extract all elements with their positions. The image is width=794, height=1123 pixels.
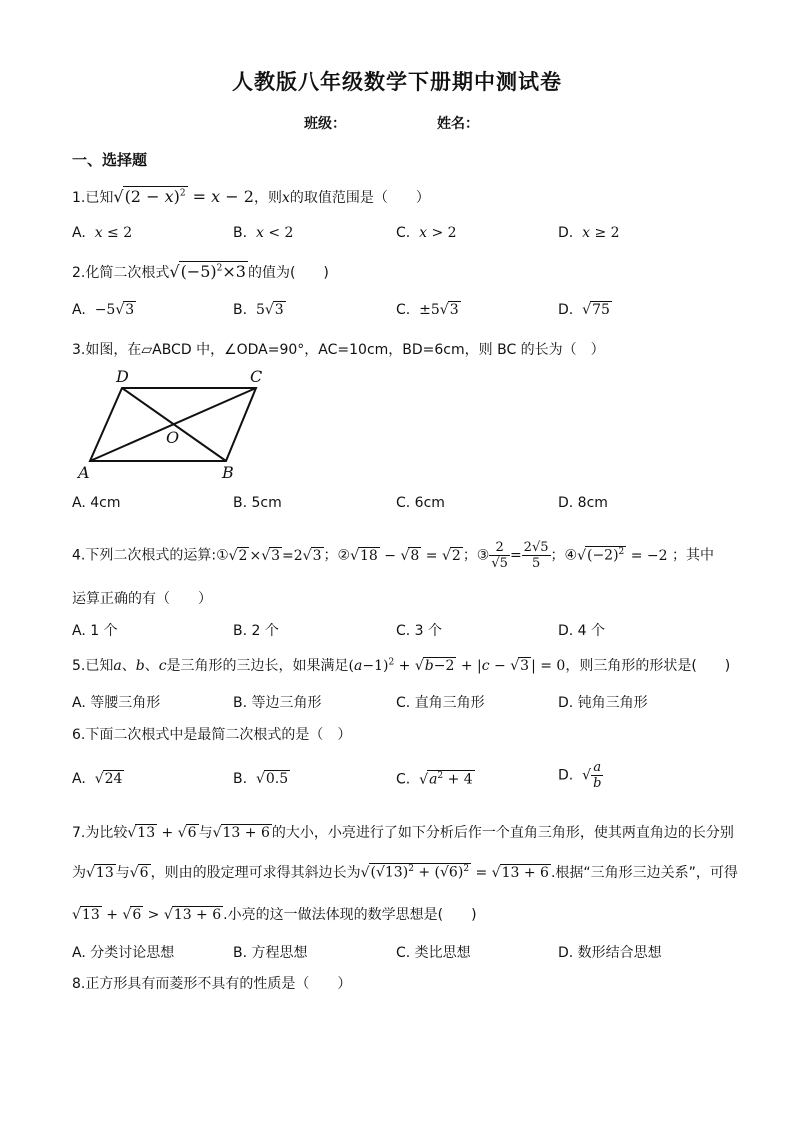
q4-expression-3a: $\frac{2}{√5}$: [491, 540, 508, 571]
q1-option-d[interactable]: D. x ≥ 2: [558, 225, 620, 241]
q5-option-a[interactable]: A. 等腰三角形: [72, 695, 161, 711]
q5-expression: $(a-1)^2 + √b-2 + |c - √3$ | = 0: [348, 657, 566, 674]
question-5: 5.已知a、b、c是三角形的三边长，如果满足$(a-1)^2 + √b-2 + |c - √3$ | = 0，则三角形的形状是( ): [72, 657, 731, 674]
q6-option-a[interactable]: A. √24: [72, 771, 123, 787]
q4-option-b[interactable]: B. 2 个: [233, 623, 279, 639]
q7-option-b[interactable]: B. 方程思想: [233, 945, 308, 961]
question-2: 2.化简二次根式$√(-5)^2\times 3$ 的值为( ): [72, 262, 329, 281]
q4-expression-2: √18 − √8 = √2: [350, 547, 461, 564]
q1-stem-start: 1.已知: [72, 190, 114, 206]
q1-option-c[interactable]: C. x > 2: [396, 225, 457, 241]
question-7-line-3: √13 + √6 > √13 + 6 .小亮的这一做法体现的数学思想是( ): [72, 907, 477, 923]
label-d: D: [116, 367, 129, 386]
q7-option-c[interactable]: C. 类比思想: [396, 945, 471, 961]
q4-option-c[interactable]: C. 3 个: [396, 623, 443, 639]
q6-option-b[interactable]: B. √0.5: [233, 771, 289, 787]
q5-option-b[interactable]: B. 等边三角形: [233, 695, 322, 711]
question-7-line-2: 为√13 与√6 ，则由的股定理可求得其斜边长为$√(√13)^2 + (√6)^2 = √13 + 6$ .根据“三角形三边关系”，可得: [72, 864, 738, 881]
class-label: 班级：: [304, 116, 346, 132]
q1-variable: x: [281, 190, 290, 206]
question-4-line-2: 运算正确的有（ ）: [72, 591, 212, 607]
q1-stem-mid: ，则: [253, 190, 282, 206]
name-label: 姓名：: [437, 116, 479, 132]
q7-option-a[interactable]: A. 分类讨论思想: [72, 945, 175, 961]
section-title: 一、选择题: [72, 151, 148, 169]
q1-option-b[interactable]: B. x < 2: [233, 225, 294, 241]
page-title: 人教版八年级数学下册期中测试卷: [232, 70, 562, 94]
question-7-line-1: 7.为比较√13 + √6 与√13 + 6 的大小，小亮进行了如下分析后作一个直角三角形，使其两直角边的长分别: [72, 825, 734, 841]
q4-option-a[interactable]: A. 1 个: [72, 623, 118, 639]
q4-expression-3b: $\frac{2√5}{5}$: [523, 540, 549, 571]
label-b: B: [222, 463, 234, 482]
q4-expression-1: √2 ×√3 =2√3: [228, 547, 322, 564]
q2-expression: $√(-5)^2\times 3$: [169, 262, 246, 281]
q4-expression-4: $√(-2)^2 = -2$: [577, 546, 668, 564]
q3-option-b[interactable]: B. 5cm: [233, 495, 282, 511]
q2-option-a[interactable]: A. −5√3: [72, 302, 135, 318]
q1-stem-end: 的取值范围是（ ）: [289, 190, 430, 206]
question-3: 3.如图，在▱ABCD 中，∠ODA=90°，AC=10cm，BD=6cm，则 BC 的长为（ ）: [72, 342, 605, 358]
q5-option-c[interactable]: C. 直角三角形: [396, 695, 485, 711]
question-8: 8.正方形具有而菱形不具有的性质是（ ）: [72, 976, 352, 992]
label-o: O: [166, 428, 180, 447]
question-1: [72, 186, 430, 207]
q3-option-d[interactable]: D. 8cm: [558, 495, 608, 511]
parallelogram-figure: [76, 366, 276, 484]
question-4: 4.下列二次根式的运算:①√2 ×√3 =2√3 ；②√18 − √8 = √2 ；③ $\frac{2}{√5}$ = $\frac{2√5}{5}$ ；$④√(-2)^2 = -2$ ；其中: [72, 540, 715, 571]
q2-option-b[interactable]: B. 5√3: [233, 302, 284, 318]
q2-option-c[interactable]: C. ±5√3: [396, 302, 459, 318]
label-c: C: [250, 367, 263, 386]
q6-option-c[interactable]: C. $√a^2 + 4$: [396, 771, 473, 788]
q7-option-d[interactable]: D. 数形结合思想: [558, 945, 662, 961]
q1-option-a[interactable]: A. x ≤ 2: [72, 225, 133, 241]
question-6: 6.下面二次根式中是最简二次根式的是（ ）: [72, 727, 352, 743]
q6-option-d[interactable]: D. √ $\frac{a}{b}$: [558, 760, 602, 791]
q1-expression: $√(2 - x)^2 = x - 2$: [113, 187, 254, 206]
q5-option-d[interactable]: D. 钝角三角形: [558, 695, 648, 711]
q3-option-c[interactable]: C. 6cm: [396, 495, 445, 511]
label-a: A: [78, 463, 90, 482]
q4-option-d[interactable]: D. 4 个: [558, 623, 606, 639]
q2-option-d[interactable]: D. √75: [558, 302, 610, 318]
q3-option-a[interactable]: A. 4cm: [72, 495, 121, 511]
